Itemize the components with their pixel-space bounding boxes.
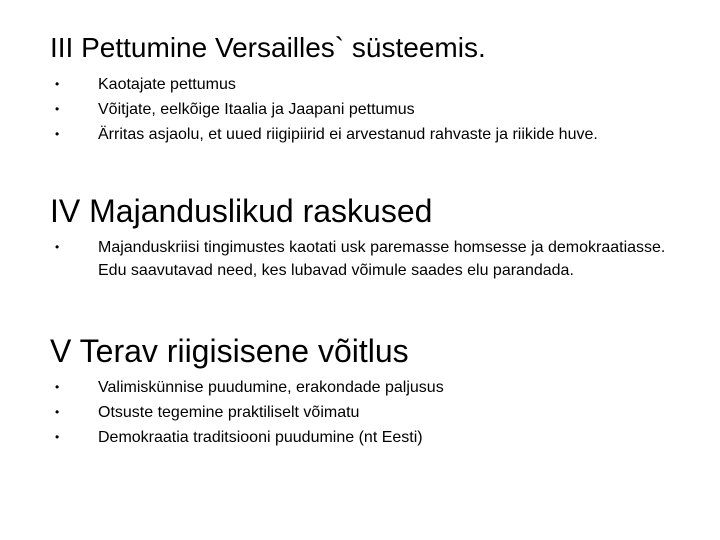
bullet-marker: • [55,102,60,116]
bullet-item [50,236,668,282]
bullet-marker: • [55,380,60,394]
bullet-marker: • [55,127,60,141]
bullet-text: Otsuste tegemine praktiliselt võimatu [98,404,360,421]
bullet-marker: • [55,430,60,444]
bullet-list-majandus [50,236,668,282]
bullet-marker: • [55,405,60,419]
bullet-list-versailles [50,72,668,153]
bullet-text: Võitjate, eelkõige Itaalia ja Jaapani pettumus [98,101,415,118]
bullet-item [50,425,668,450]
bullet-marker: • [55,240,60,254]
section-title-versailles: III Pettumine Versailles` süsteemis. [50,32,486,63]
bullet-text: Ärritas asjaolu, et uued riigipiirid ei arvestanud rahvaste ja riikide huve. [98,126,598,143]
bullet-text: Majanduskriisi tingimustes kaotati usk paremasse homsesse ja demokraatiasse. Edu saavutavad need, kes lubavad võimule saades elu parandada. [98,239,666,279]
bullet-text: Kaotajate pettumus [98,76,236,93]
bullet-text: Demokraatia traditsiooni puudumine (nt Eesti) [98,429,423,446]
section-title-majandus: IV Majanduslikud raskused [50,193,433,229]
bullet-item [50,116,668,153]
bullet-marker: • [55,77,60,91]
section-title-voitlus: V Terav riigisisene võitlus [50,333,409,369]
bullet-item [50,400,668,425]
bullet-item [50,72,668,97]
bullet-list-voitlus [50,375,668,450]
bullet-item [50,375,668,400]
bullet-text: Valimiskünnise puudumine, erakondade paljusus [98,379,444,396]
